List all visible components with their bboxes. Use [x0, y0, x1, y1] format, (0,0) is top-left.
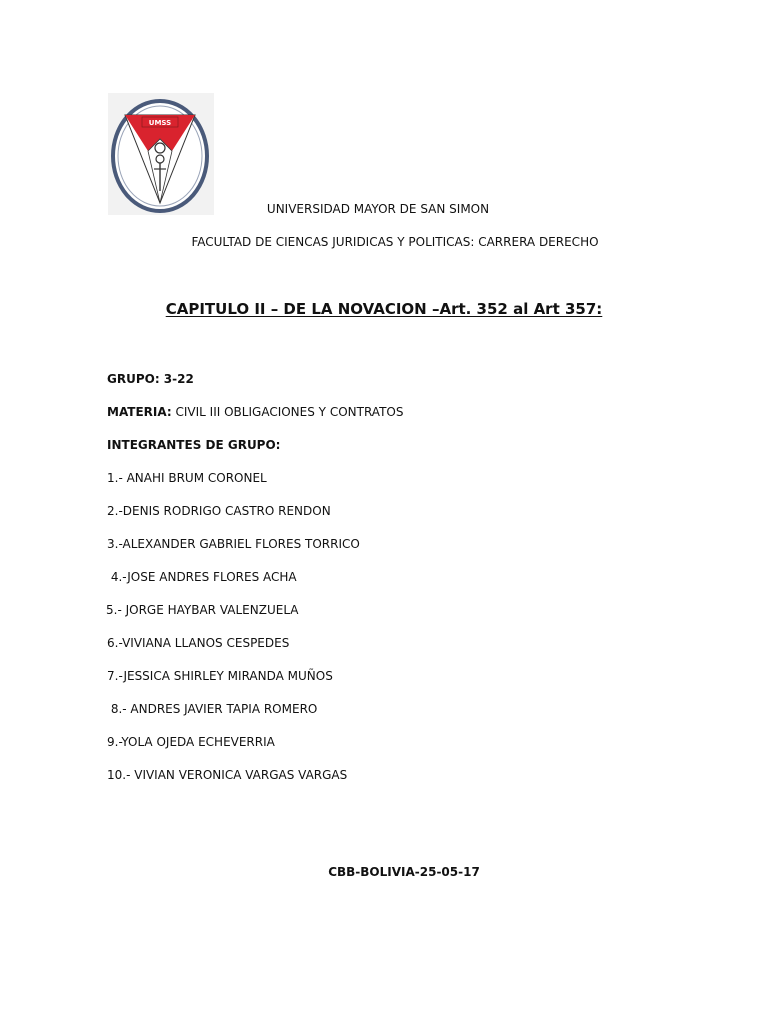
member-item: 3.-ALEXANDER GABRIEL FLORES TORRICO [107, 537, 360, 551]
member-item: 5.- JORGE HAYBAR VALENZUELA [106, 603, 299, 617]
member-item: 7.-JESSICA SHIRLEY MIRANDA MUÑOS [107, 669, 333, 683]
university-name: UNIVERSIDAD MAYOR DE SAN SIMON [266, 202, 490, 216]
chapter-title: CAPITULO II – DE LA NOVACION –Art. 352 al Art 357: [165, 300, 603, 318]
subject-line [107, 405, 403, 419]
subject-label: MATERIA: [107, 405, 172, 419]
place-date: CBB-BOLIVIA-25-05-17 [328, 865, 480, 879]
logo-text: UMSS [148, 119, 172, 127]
umss-seal-icon [108, 93, 214, 215]
member-item: 6.-VIVIANA LLANOS CESPEDES [107, 636, 290, 650]
subject-value: CIVIL III OBLIGACIONES Y CONTRATOS [171, 405, 404, 419]
member-item: 4.-JOSE ANDRES FLORES ACHA [107, 570, 297, 584]
group-number: GRUPO: 3-22 [107, 372, 194, 386]
member-item: 1.- ANAHI BRUM CORONEL [107, 471, 267, 485]
member-item: 10.- VIVIAN VERONICA VARGAS VARGAS [107, 768, 348, 782]
member-item: 8.- ANDRES JAVIER TAPIA ROMERO [107, 702, 318, 716]
member-item: 2.-DENIS RODRIGO CASTRO RENDON [107, 504, 331, 518]
faculty-name: FACULTAD DE CIENCAS JURIDICAS Y POLITICAS: CARRERA DERECHO [191, 235, 599, 249]
member-item: 9.-YOLA OJEDA ECHEVERRIA [107, 735, 275, 749]
university-logo [108, 93, 214, 215]
members-heading: INTEGRANTES DE GRUPO: [107, 438, 281, 452]
